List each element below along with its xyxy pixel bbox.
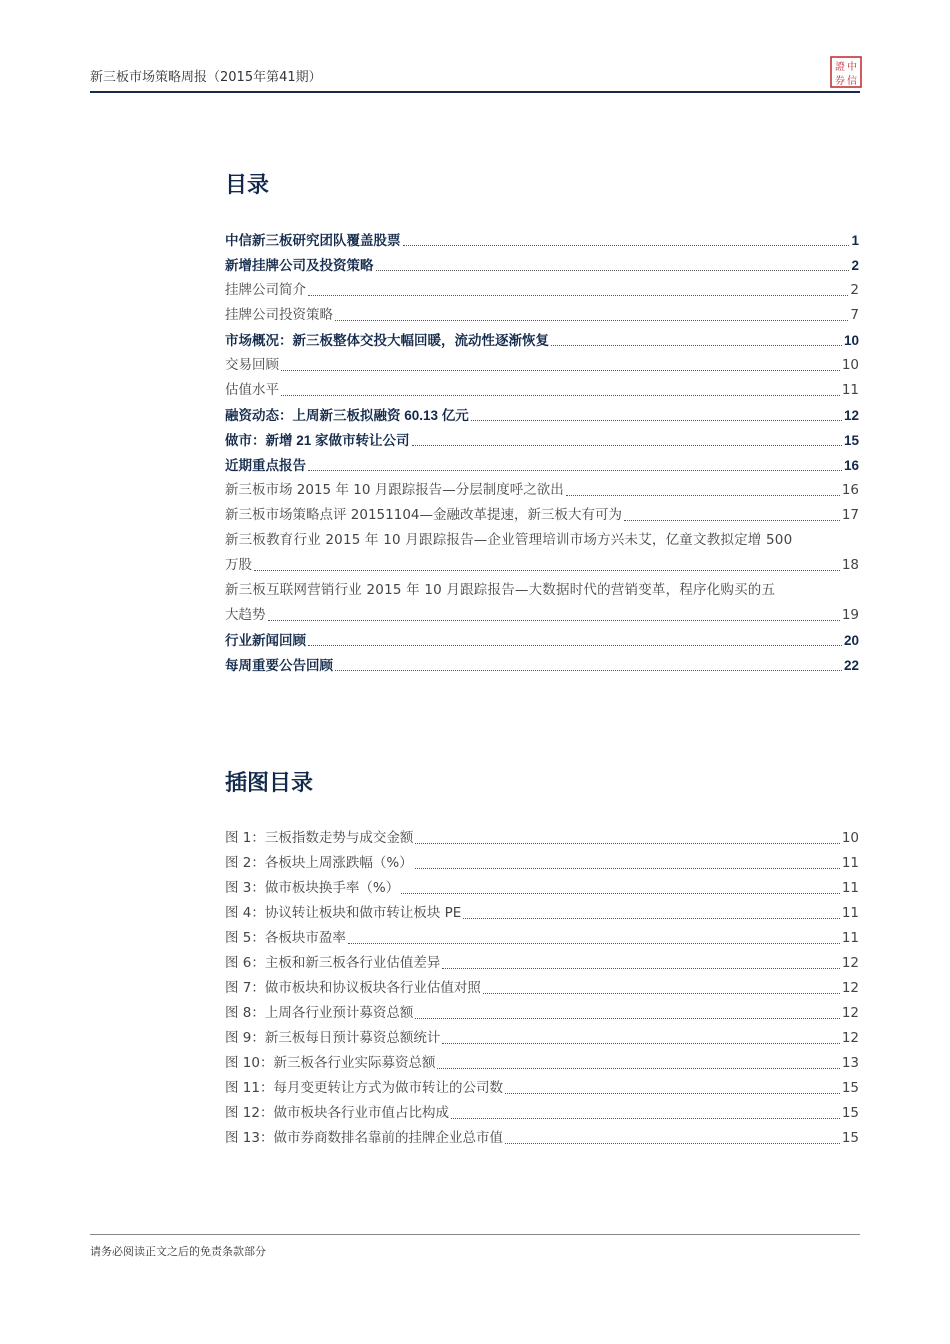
figure-entry-title: 图 8：上周各行业预计募资总额: [225, 1001, 415, 1026]
figure-entry-page-number: 12: [841, 1030, 859, 1046]
figure-entry[interactable]: [225, 826, 859, 851]
header-title: 新三板市场策略周报（2015年第41期）: [90, 70, 322, 85]
dot-leader: [483, 993, 840, 994]
dot-leader: [348, 943, 840, 944]
figure-entry-page-number: 15: [841, 1130, 859, 1146]
page-header: [90, 62, 860, 88]
toc-entry-page-number: 22: [843, 658, 859, 673]
toc-entry-page-number: 15: [843, 433, 859, 448]
figure-entry[interactable]: [225, 1026, 859, 1051]
dot-leader: [442, 1043, 839, 1044]
dot-leader: [376, 270, 850, 271]
figure-entry[interactable]: [225, 1101, 859, 1126]
svg-text:券: 券: [835, 76, 845, 87]
dot-leader: [281, 395, 840, 396]
figures-heading: 插图目录: [225, 771, 314, 796]
dot-leader: [442, 968, 839, 969]
toc-entry[interactable]: [225, 303, 859, 328]
dot-leader: [412, 445, 842, 446]
toc-entry-title: 新三板互联网营销行业 2015 年 10 月跟踪报告—大数据时代的营销变革，程序化购买的五: [225, 578, 777, 603]
toc-entry[interactable]: [225, 353, 859, 378]
toc-entry[interactable]: [225, 428, 859, 453]
figure-list: [225, 826, 859, 1151]
figure-entry-page-number: 12: [841, 1005, 859, 1021]
toc-entry[interactable]: [225, 228, 859, 253]
figure-entry-title: 图 2：各板块上周涨跌幅（%）: [225, 851, 415, 876]
figure-entry-title: 图 7：做市板块和协议板块各行业估值对照: [225, 976, 483, 1001]
dot-leader: [505, 1143, 840, 1144]
footer-disclaimer: 请务必阅读正文之后的免责条款部分: [90, 1245, 266, 1258]
dot-leader: [308, 645, 842, 646]
figure-entry-page-number: 11: [841, 930, 859, 946]
figure-entry[interactable]: [225, 1126, 859, 1151]
toc-entry-title: 市场概况：新三板整体交投大幅回暖，流动性逐渐恢复: [225, 328, 551, 353]
toc-entry-title: 行业新闻回顾: [225, 628, 308, 653]
figure-entry-page-number: 13: [841, 1055, 859, 1071]
figure-entry[interactable]: [225, 976, 859, 1001]
figure-entry-title: 图 1：三板指数走势与成交金额: [225, 826, 415, 851]
toc-entry-title: 近期重点报告: [225, 453, 308, 478]
table-of-contents: [225, 228, 859, 678]
dot-leader: [551, 345, 842, 346]
header-divider: [90, 91, 860, 93]
toc-heading: 目录: [225, 173, 270, 198]
dot-leader: [403, 245, 850, 246]
toc-entry[interactable]: [225, 653, 859, 678]
toc-entry-continued-page-number: 19: [841, 607, 859, 623]
toc-entry-title: 挂牌公司简介: [225, 278, 308, 303]
dot-leader: [415, 843, 839, 844]
figure-entry-page-number: 11: [841, 880, 859, 896]
toc-entry[interactable]: [225, 578, 859, 603]
svg-text:信: 信: [847, 76, 857, 87]
dot-leader: [415, 868, 840, 869]
toc-entry[interactable]: [225, 453, 859, 478]
dot-leader: [335, 670, 842, 671]
figure-entry[interactable]: [225, 1076, 859, 1101]
figure-entry[interactable]: [225, 1001, 859, 1026]
figure-entry-title: 图 5：各板块市盈率: [225, 926, 348, 951]
svg-text:證: 證: [835, 62, 845, 73]
dot-leader: [566, 495, 840, 496]
toc-entry-page-number: 16: [841, 482, 859, 498]
figure-entry-page-number: 10: [841, 830, 859, 846]
dot-leader: [437, 1068, 839, 1069]
toc-entry-title: 新三板教育行业 2015 年 10 月跟踪报告—企业管理培训市场方兴未艾，亿童文教拟定增 500: [225, 528, 794, 553]
toc-entry-page-number: 2: [850, 282, 859, 298]
dot-leader: [471, 420, 842, 421]
toc-entry-page-number: 20: [843, 633, 859, 648]
toc-entry-title: 挂牌公司投资策略: [225, 303, 335, 328]
dot-leader: [624, 520, 840, 521]
dot-leader: [463, 918, 839, 919]
toc-entry-title: 新三板市场 2015 年 10 月跟踪报告—分层制度呼之欲出: [225, 478, 566, 503]
figure-entry-title: 图 6：主板和新三板各行业估值差异: [225, 951, 442, 976]
figure-entry-page-number: 15: [841, 1105, 859, 1121]
dot-leader: [401, 893, 840, 894]
figure-entry-title: 图 12：做市板块各行业市值占比构成: [225, 1101, 451, 1126]
toc-entry-title: 交易回顾: [225, 353, 281, 378]
figure-entry-page-number: 15: [841, 1080, 859, 1096]
toc-entry-page-number: 10: [843, 333, 859, 348]
dot-leader: [308, 470, 842, 471]
figure-entry[interactable]: [225, 851, 859, 876]
dot-leader: [505, 1093, 840, 1094]
toc-entry[interactable]: [225, 628, 859, 653]
dot-leader: [308, 295, 848, 296]
toc-entry[interactable]: [225, 253, 859, 278]
toc-entry-title: 融资动态：上周新三板拟融资 60.13 亿元: [225, 403, 471, 428]
figure-entry-page-number: 11: [841, 905, 859, 921]
toc-entry-continued-title: 万股: [225, 553, 254, 578]
dot-leader: [415, 1018, 839, 1019]
figure-entry[interactable]: [225, 901, 859, 926]
toc-entry-page-number: 2: [851, 258, 859, 273]
svg-text:中: 中: [847, 62, 857, 73]
toc-entry-title: 新增挂牌公司及投资策略: [225, 253, 376, 278]
footer-divider: [90, 1234, 860, 1235]
figure-entry[interactable]: [225, 951, 859, 976]
figure-entry[interactable]: [225, 1051, 859, 1076]
toc-entry[interactable]: [225, 403, 859, 428]
figure-entry-page-number: 12: [841, 955, 859, 971]
toc-entry[interactable]: [225, 503, 859, 528]
dot-leader: [451, 1118, 840, 1119]
figure-entry-page-number: 11: [841, 855, 859, 871]
toc-entry-continued[interactable]: [225, 553, 859, 578]
toc-entry-page-number: 17: [841, 507, 859, 523]
toc-entry[interactable]: [225, 478, 859, 503]
citic-logo: [830, 56, 862, 88]
toc-entry-page-number: 10: [841, 357, 859, 373]
figure-entry-title: 图 13：做市券商数排名靠前的挂牌企业总市值: [225, 1126, 505, 1151]
figure-entry[interactable]: [225, 876, 859, 901]
figure-entry-title: 图 11：每月变更转让方式为做市转让的公司数: [225, 1076, 505, 1101]
figure-entry-title: 图 3：做市板块换手率（%）: [225, 876, 401, 901]
toc-entry-page-number: 16: [843, 458, 859, 473]
toc-entry-title: 估值水平: [225, 378, 281, 403]
figure-entry-title: 图 9：新三板每日预计募资总额统计: [225, 1026, 442, 1051]
toc-entry-title: 新三板市场策略点评 20151104—金融改革提速，新三板大有可为: [225, 503, 624, 528]
dot-leader: [281, 370, 840, 371]
toc-entry-title: 每周重要公告回顾: [225, 653, 335, 678]
dot-leader: [254, 570, 840, 571]
figure-entry[interactable]: [225, 926, 859, 951]
toc-entry-title: 做市：新增 21 家做市转让公司: [225, 428, 412, 453]
toc-entry-continued-title: 大趋势: [225, 603, 268, 628]
toc-entry[interactable]: [225, 278, 859, 303]
toc-entry-page-number: 12: [843, 408, 859, 423]
toc-entry-page-number: 1: [851, 233, 859, 248]
toc-entry[interactable]: [225, 378, 859, 403]
toc-entry-continued-page-number: 18: [841, 557, 859, 573]
dot-leader: [335, 320, 848, 321]
toc-entry-page-number: 11: [841, 382, 859, 398]
toc-entry-page-number: 7: [850, 307, 859, 323]
figure-entry-title: 图 10：新三板各行业实际募资总额: [225, 1051, 437, 1076]
toc-entry[interactable]: [225, 528, 859, 553]
figure-entry-title: 图 4：协议转让板块和做市转让板块 PE: [225, 901, 463, 926]
toc-entry[interactable]: [225, 328, 859, 353]
figure-entry-page-number: 12: [841, 980, 859, 996]
toc-entry-continued[interactable]: [225, 603, 859, 628]
toc-entry-title: 中信新三板研究团队覆盖股票: [225, 228, 403, 253]
dot-leader: [268, 620, 840, 621]
